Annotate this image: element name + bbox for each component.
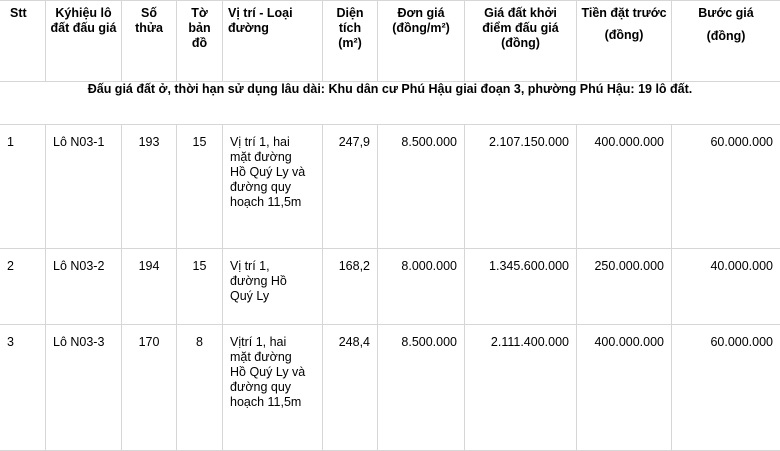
section-title: Đấu giá đất ở, thời hạn sử dụng lâu dài: Khu dân cư Phú Hậu giai đoạn 3, phường Phú Hậu: 19 lô đất. xyxy=(0,82,780,125)
cell-stt: 2 xyxy=(0,249,46,325)
table-row xyxy=(0,125,780,249)
header-vi-tri: Vị trí - Loại đường xyxy=(223,1,323,82)
cell-don-gia: 8.500.000 xyxy=(378,125,465,249)
cell-ky-hieu: Lô N03-1 xyxy=(46,125,122,249)
cell-to-ban-do: 8 xyxy=(177,325,223,451)
header-so-thua: Số thửa xyxy=(122,1,177,82)
cell-dien-tich: 168,2 xyxy=(323,249,378,325)
cell-stt: 3 xyxy=(0,325,46,451)
cell-dien-tich: 248,4 xyxy=(323,325,378,451)
cell-ky-hieu: Lô N03-3 xyxy=(46,325,122,451)
cell-so-thua: 194 xyxy=(122,249,177,325)
header-tien-dat-truoc xyxy=(577,1,672,82)
cell-gia-khoi-diem: 2.111.400.000 xyxy=(465,325,577,451)
cell-stt: 1 xyxy=(0,125,46,249)
cell-don-gia: 8.000.000 xyxy=(378,249,465,325)
header-tien-dat-truoc-unit: (đồng) xyxy=(604,28,644,42)
cell-tien-dat-truoc: 250.000.000 xyxy=(577,249,672,325)
cell-buoc-gia: 60.000.000 xyxy=(672,125,780,249)
cell-vi-tri: Vịtrí 1, hai mặt đường Hồ Quý Ly và đường quy hoạch 11,5m xyxy=(223,325,323,451)
cell-dien-tich: 247,9 xyxy=(323,125,378,249)
header-buoc-gia xyxy=(672,1,780,82)
cell-don-gia: 8.500.000 xyxy=(378,325,465,451)
header-tien-dat-truoc-label: Tiền đặt trước xyxy=(581,6,667,20)
header-gia-khoi-diem: Giá đất khởi điểm đấu giá (đồng) xyxy=(465,1,577,82)
cell-gia-khoi-diem: 2.107.150.000 xyxy=(465,125,577,249)
cell-so-thua: 170 xyxy=(122,325,177,451)
cell-buoc-gia: 40.000.000 xyxy=(672,249,780,325)
cell-to-ban-do: 15 xyxy=(177,249,223,325)
cell-tien-dat-truoc: 400.000.000 xyxy=(577,125,672,249)
table-row xyxy=(0,325,780,451)
header-to-ban-do: Tờ bản đồ xyxy=(177,1,223,82)
header-dien-tich: Diện tích (m²) xyxy=(323,1,378,82)
table-header-row xyxy=(0,1,780,82)
cell-vi-tri: Vị trí 1, đường Hồ Quý Ly xyxy=(223,249,323,325)
cell-vi-tri: Vị trí 1, hai mặt đường Hồ Quý Ly và đường quy hoạch 11,5m xyxy=(223,125,323,249)
cell-to-ban-do: 15 xyxy=(177,125,223,249)
header-buoc-gia-unit: (đồng) xyxy=(706,29,746,43)
cell-tien-dat-truoc: 400.000.000 xyxy=(577,325,672,451)
cell-buoc-gia: 60.000.000 xyxy=(672,325,780,451)
table-row xyxy=(0,249,780,325)
header-ky-hieu: Kýhiệu lô đất đấu giá xyxy=(46,1,122,82)
header-stt: Stt xyxy=(0,1,46,82)
cell-ky-hieu: Lô N03-2 xyxy=(46,249,122,325)
section-row xyxy=(0,82,780,125)
cell-gia-khoi-diem: 1.345.600.000 xyxy=(465,249,577,325)
cell-so-thua: 193 xyxy=(122,125,177,249)
header-don-gia: Đơn giá (đồng/m²) xyxy=(378,1,465,82)
header-buoc-gia-label: Bước giá xyxy=(698,6,754,20)
